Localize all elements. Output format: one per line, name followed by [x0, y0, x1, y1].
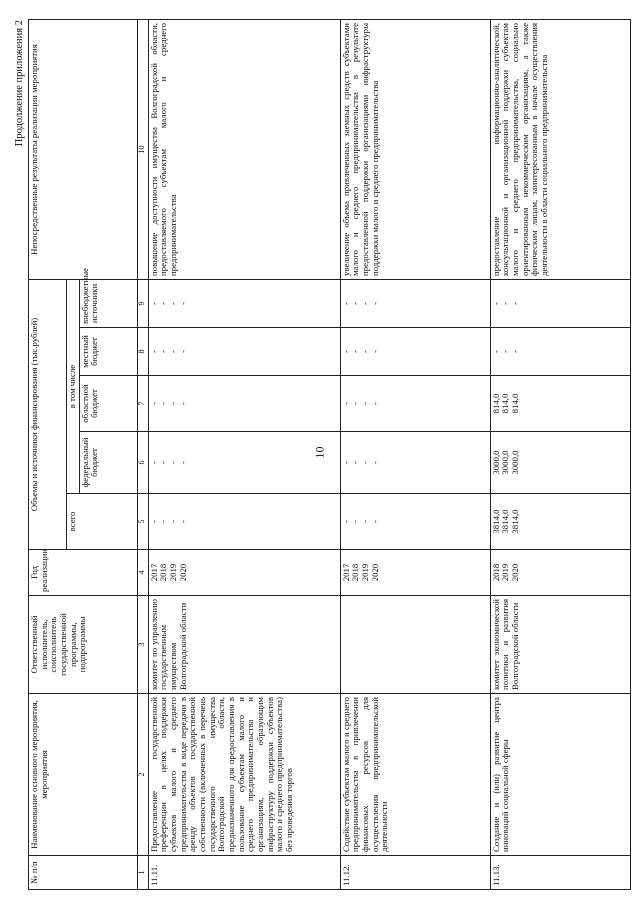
- row-total: - - - -: [340, 494, 490, 550]
- header-executor: Ответственный исполнитель, соисполнитель государственной программы, подпрограммы: [29, 596, 138, 694]
- header-extra: внебюджетные источники: [79, 280, 137, 328]
- row-regional: 814,0 814,0 814,0: [490, 376, 630, 432]
- financing-table: [28, 19, 631, 890]
- table-row: [148, 20, 340, 890]
- row-name: Содействие субъектам малого и среднего предпринимательства в привлечении финансовых ресурсов для осуществления предпринимательской деятельности: [340, 694, 490, 856]
- header-local: местный бюджет: [79, 328, 137, 376]
- column-number: 4: [137, 550, 148, 596]
- header-regional: областной бюджет: [79, 376, 137, 432]
- header-num: № п/п: [29, 856, 138, 890]
- column-number: 6: [137, 432, 148, 494]
- row-years: 2018 2019 2020: [490, 550, 630, 596]
- column-number: 3: [137, 596, 148, 694]
- row-extra: - - - -: [148, 280, 340, 328]
- row-extra: - - - -: [340, 280, 490, 328]
- row-result: повышение доступности имущества Волгоградской области, предоставляемого субъектам малого и среднего предпринимательства: [148, 20, 340, 280]
- row-years: 2017 2018 2019 2020: [340, 550, 490, 596]
- column-number: 9: [137, 280, 148, 328]
- row-executor: комитет по управлению государственным имуществом Волгоградской области: [148, 596, 340, 694]
- header-total: всего: [67, 494, 138, 550]
- row-name: Создание и (или) развитие центра инноваций социальной сферы: [490, 694, 630, 856]
- header-name: Наименование основного мероприятия, мероприятия: [29, 694, 138, 856]
- row-regional: - - - -: [340, 376, 490, 432]
- row-years: 2017 2018 2019 2020: [148, 550, 340, 596]
- row-regional: - - - -: [148, 376, 340, 432]
- row-number: 11.12.: [340, 856, 490, 890]
- header-federal: федеральный бюджет: [79, 432, 137, 494]
- row-executor: [340, 596, 490, 694]
- column-number: 8: [137, 328, 148, 376]
- column-number: 2: [137, 694, 148, 856]
- column-number: 7: [137, 376, 148, 432]
- row-local: - - - -: [148, 328, 340, 376]
- page-number: 10: [312, 446, 327, 459]
- row-total: 3814,0 3814,0 3814,0: [490, 494, 630, 550]
- appendix-caption: Продолжение приложения 2: [14, 20, 25, 147]
- row-local: - - -: [490, 328, 630, 376]
- table-row: [490, 20, 630, 890]
- row-federal: 3000,0 3000,0 3000,0: [490, 432, 630, 494]
- column-number-row: [137, 20, 148, 890]
- row-executor: комитет экономической политики и развития Волгоградской области: [490, 596, 630, 694]
- row-federal: - - - -: [340, 432, 490, 494]
- column-number: 1: [137, 856, 148, 890]
- row-number: 11.13.: [490, 856, 630, 890]
- header-result: Непосредственные результаты реализации мероприятия: [29, 20, 138, 280]
- row-local: - - - -: [340, 328, 490, 376]
- header-including: в том числе: [67, 280, 80, 494]
- row-number: 11.11.: [148, 856, 340, 890]
- table-row: [340, 20, 490, 890]
- row-extra: - - -: [490, 280, 630, 328]
- column-number: 5: [137, 494, 148, 550]
- row-federal: - - - -: [148, 432, 340, 494]
- header-financing-group: Объемы и источники финансирования (тыс.рублей): [29, 280, 67, 550]
- row-total: - - - -: [148, 494, 340, 550]
- rotated-table-area: [12, 20, 620, 890]
- header-year: Год реализации: [29, 550, 138, 596]
- row-name: Предоставление государственной преференции в целях поддержки субъектов малого и среднего предпринимательства в виде передачи в аренду объектов государственной собственности (включенных в перечень государственного имущества Волгоградской области, предназначенного для предоставления в пользование субъектам малого и среднего предпринимательства и организациям, образующим инфраструктуру поддержки субъектов малого и среднего предпринимательства) без проведения торгов: [148, 694, 340, 856]
- row-result: увеличение объема привлеченных заемных средств субъектами малого и среднего предпринимательства в результате предоставленной поддержки организациями инфраструктуры поддержки малого и среднего предпринимательства: [340, 20, 490, 280]
- row-result: предоставление информационно-аналитической, консультационной и организационной поддержки субъектам малого и среднего предпринимательства, социально ориентированным некоммерческим организациям, а также физическим лицам, заинтересованным в начале осуществления деятельности в области социального предпринимательства: [490, 20, 630, 280]
- column-number: 10: [137, 20, 148, 280]
